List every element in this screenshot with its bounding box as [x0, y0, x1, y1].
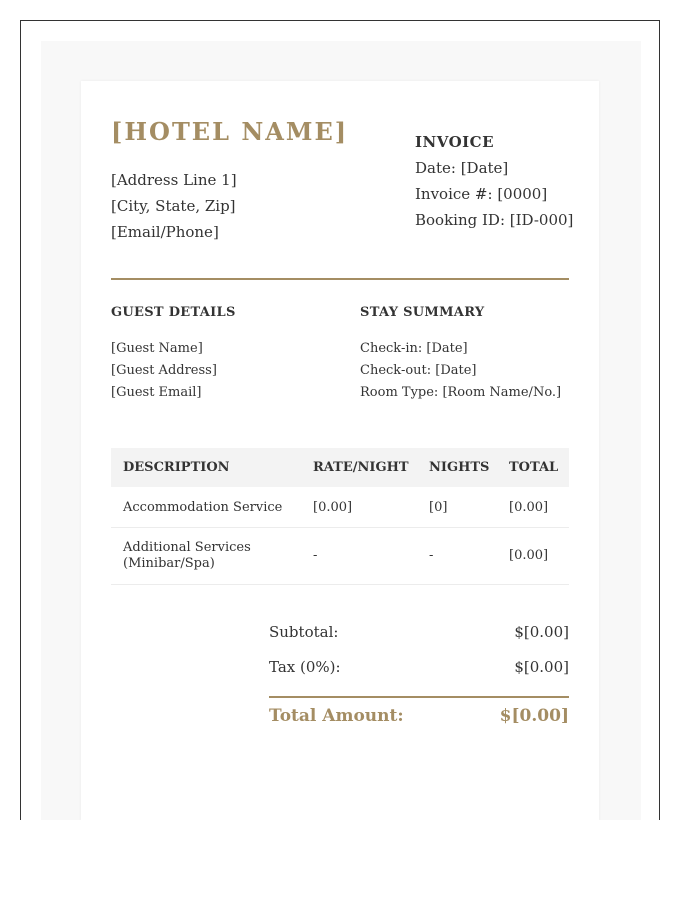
- charges-table: [111, 448, 569, 585]
- check-out: Check-out: [Date]: [360, 363, 477, 378]
- total-amount-value: $[0.00]: [499, 706, 569, 726]
- address-line-1: [Address Line 1]: [111, 171, 237, 189]
- guest-details-title: GUEST DETAILS: [111, 305, 236, 320]
- row-description: [111, 528, 301, 585]
- row-description-line-1: Additional Services: [123, 540, 251, 555]
- booking-id: Booking ID: [ID-000]: [415, 211, 574, 229]
- header-description: DESCRIPTION: [111, 448, 301, 487]
- subtotal-value: $[0.00]: [514, 623, 569, 641]
- invoice-title: INVOICE: [415, 133, 495, 151]
- row-total: [0.00]: [497, 528, 569, 585]
- total-amount-label: Total Amount:: [269, 706, 404, 726]
- address-email-phone: [Email/Phone]: [111, 223, 219, 241]
- hotel-name: [HOTEL NAME]: [111, 117, 349, 146]
- header-nights: NIGHTS: [417, 448, 497, 487]
- guest-name: [Guest Name]: [111, 341, 203, 356]
- row-total: [0.00]: [497, 487, 569, 528]
- total-amount-row: [269, 706, 569, 730]
- row-rate: -: [301, 528, 417, 585]
- invoice-date: Date: [Date]: [415, 159, 509, 177]
- tax-label: Tax (0%):: [269, 658, 341, 676]
- invoice-info: [415, 129, 573, 233]
- row-description: Accommodation Service: [111, 487, 301, 528]
- header-rate-night: RATE/NIGHT: [301, 448, 417, 487]
- stay-summary: [360, 338, 561, 404]
- row-rate: [0.00]: [301, 487, 417, 528]
- check-in: Check-in: [Date]: [360, 341, 468, 356]
- row-nights: -: [417, 528, 497, 585]
- table-header-row: [111, 448, 569, 487]
- guest-address: [Guest Address]: [111, 363, 217, 378]
- tax-value: $[0.00]: [514, 658, 569, 676]
- header-total: TOTAL: [497, 448, 569, 487]
- tax-row: [269, 658, 569, 682]
- row-description-line-2: (Minibar/Spa): [123, 556, 215, 571]
- room-type: Room Type: [Room Name/No.]: [360, 385, 562, 400]
- hotel-address: [111, 167, 237, 245]
- document-canvas: [41, 41, 641, 820]
- row-nights: [0]: [417, 487, 497, 528]
- invoice-number: Invoice #: [0000]: [415, 185, 548, 203]
- subtotal-row: [269, 623, 569, 647]
- address-city-state-zip: [City, State, Zip]: [111, 197, 236, 215]
- table-row: [111, 528, 569, 585]
- table-row: [111, 487, 569, 528]
- guest-details: [111, 338, 217, 404]
- document-frame: [20, 20, 660, 820]
- guest-email: [Guest Email]: [111, 385, 202, 400]
- stay-summary-title: STAY SUMMARY: [360, 305, 485, 320]
- header-divider: [111, 278, 569, 280]
- invoice-page: [81, 81, 599, 820]
- totals-divider: [269, 696, 569, 698]
- subtotal-label: Subtotal:: [269, 623, 339, 641]
